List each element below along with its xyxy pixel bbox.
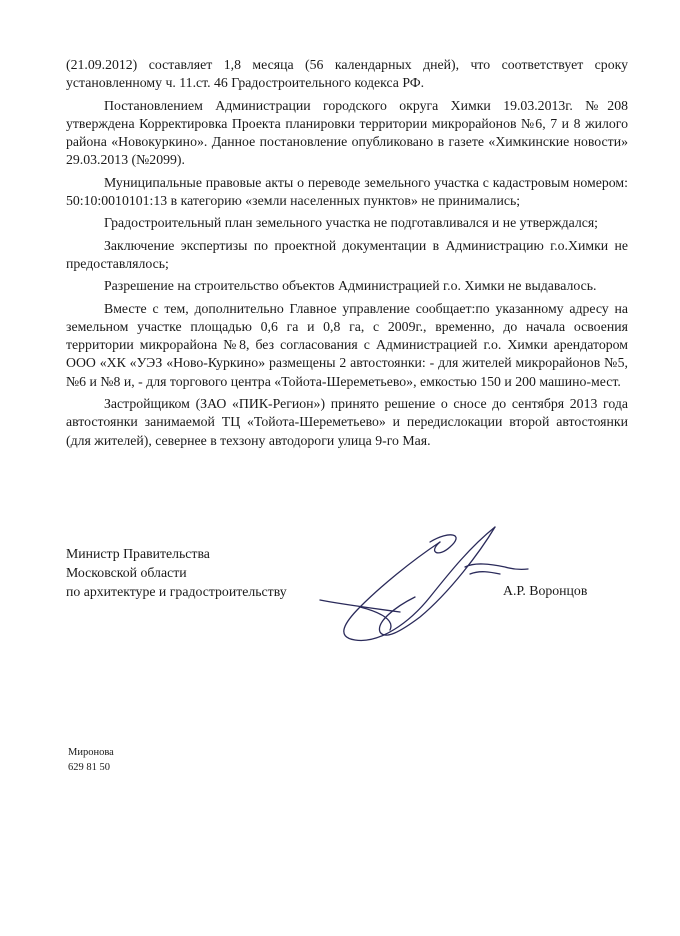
paragraph-1: (21.09.2012) составляет 1,8 месяца (56 календарных дней), что соответствует сроку установленному ч. 11.ст. 46 Градостроительного кодекса РФ. — [66, 57, 628, 91]
signatory-title-line-1: Министр Правительства — [66, 546, 210, 561]
paragraph-7: Вместе с тем, дополнительно Главное управление сообщает:по указанному адресу на земельном участке площадью 0,6 га и 0,8 га, с 2009г., временно, до начала освоения территории микрорайона №8, без согласования с Администрацией г.о. Химки арендатором ООО «ХК «УЭЗ «Ново-Куркино» размещены 2 автостоянки: - для жителей микрорайонов №5, №6 и №8 и, - для торгового центра «Тойота-Шереметьево», емкостью 150 и 200 машино-мест. — [66, 300, 628, 389]
paragraph-4: Градостроительный план земельного участка не подготавливался и не утверждался; — [104, 215, 599, 231]
letter-body — [66, 56, 628, 454]
signatory-name: А.Р. Воронцов — [503, 583, 588, 598]
paragraph-5: Заключение экспертизы по проектной документации в Администрацию г.о.Химки не предоставлялось; — [66, 237, 628, 271]
paragraph-8: Застройщиком (ЗАО «ПИК-Регион») принято решение о сносе до сентября 2013 года автостоянки занимаемой ТЦ «Тойота-Шереметьево» и передислокации второй автостоянки (для жителей), севернее в техзону автодороги улица 9-го Мая. — [66, 396, 628, 448]
executor-phone: 629 81 50 — [68, 762, 110, 773]
executor-name: Миронова — [68, 747, 114, 758]
paragraph-2: Постановлением Администрации городского округа Химки 19.03.2013г. №208 утверждена Корректировка Проекта планировки территории микрорайонов №6, 7 и 8 жилого района «Новокуркино». Данное постановление опубликовано в газете «Химкинские новости» 29.03.2013 (№2099). — [66, 97, 628, 168]
paragraph-6: Разрешение на строительство объектов Администрацией г.о. Химки не выдавалось. — [104, 278, 597, 294]
handwritten-signature — [300, 512, 530, 652]
paragraph-3: Муниципальные правовые акты о переводе земельного участка с кадастровым номером: 50:10:0010101:13 в категорию «земли населенных пунктов» не принимались; — [66, 174, 628, 209]
executor-footer — [68, 745, 114, 775]
signatory-title-line-2: Московской области — [66, 564, 187, 580]
signatory-title-line-3: по архитектуре и градостроительству — [66, 583, 287, 599]
